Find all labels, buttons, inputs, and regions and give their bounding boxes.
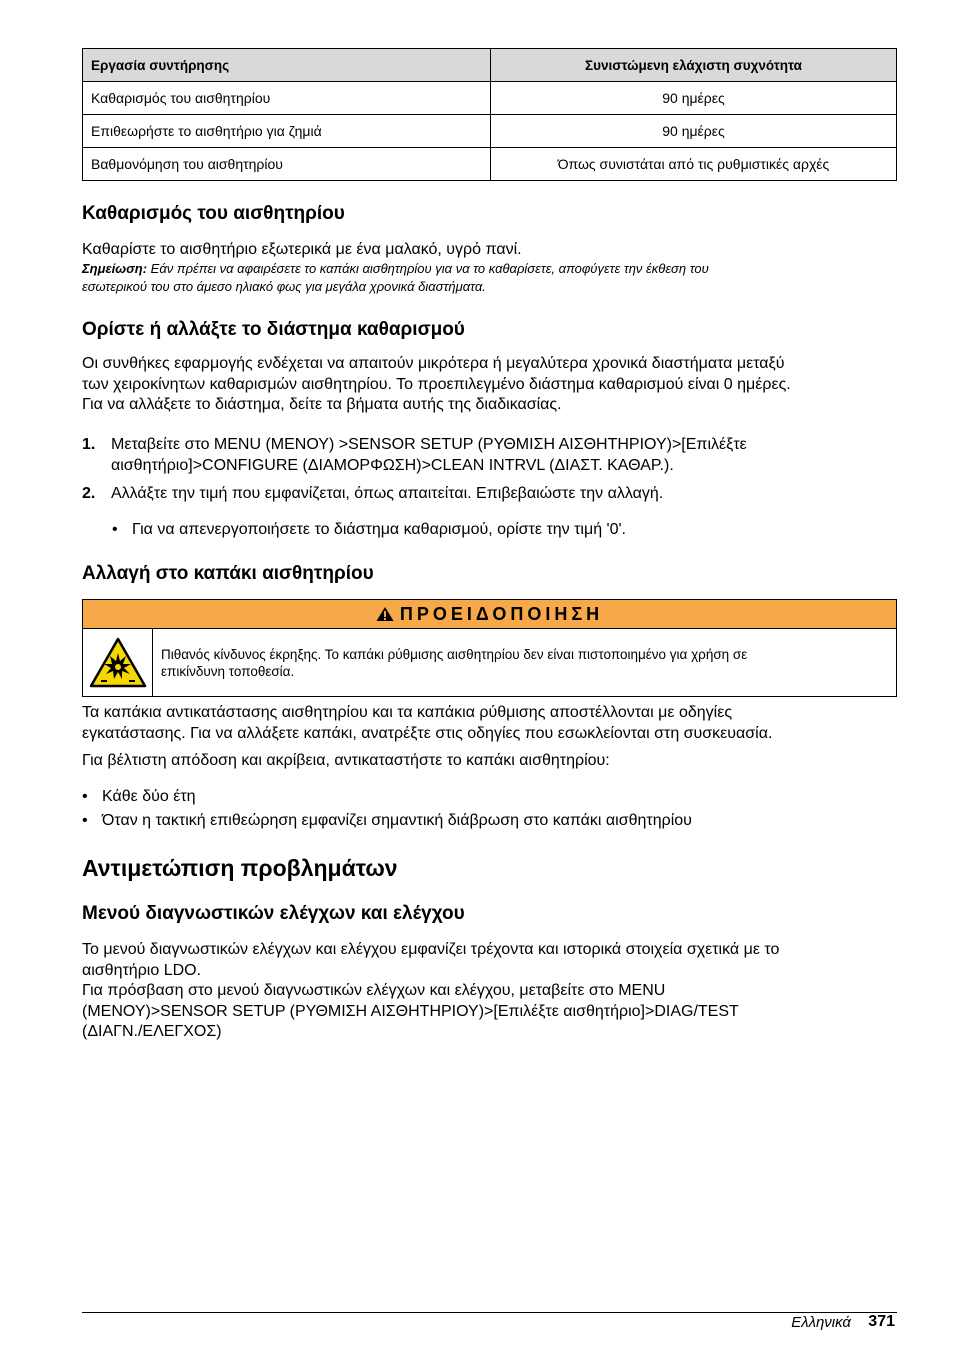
step-number: 2.: [82, 485, 96, 502]
section-heading-interval: Ορίστε ή αλλάξτε το διάστημα καθαρισμού: [82, 319, 465, 340]
step-1: [82, 435, 897, 476]
warning-box: [82, 599, 897, 697]
diagnostics-paragraph-line: Το μενού διαγνωστικών ελέγχων και ελέγχου εμφανίζει τρέχοντα και ιστορικά στοιχεία σχετικά με το: [82, 941, 780, 958]
diagnostics-paragraph-line: (ΔΙΑΓΝ./ΕΛΕΓΧΟΣ): [82, 1023, 222, 1040]
page-footer: [82, 1312, 897, 1331]
step-bullet: [112, 520, 897, 541]
section-heading-cap: Αλλαγή στο καπάκι αισθητηρίου: [82, 563, 374, 584]
warning-text-line: επικίνδυνη τοποθεσία.: [161, 664, 295, 679]
interval-paragraph: [82, 354, 897, 416]
warning-triangle-icon: [376, 606, 394, 622]
step-2: [82, 484, 897, 505]
list-item-text: Όταν η τακτική επιθεώρηση εμφανίζει σημαντική διάβρωση στο καπάκι αισθητηρίου: [102, 812, 692, 829]
step-number: 1.: [82, 436, 96, 453]
table-row: [83, 115, 897, 148]
table-row: [83, 148, 897, 181]
bullet-marker: •: [112, 521, 118, 538]
maintenance-table: [82, 48, 897, 181]
step-text-line: Μεταβείτε στο MENU (ΜΕΝΟΥ) >SENSOR SETUP (ΡΥΘΜΙΣΗ ΑΙΣΘΗΤΗΡΙΟΥ)>[Επιλέξτε: [111, 436, 747, 453]
bullet-marker: •: [82, 812, 88, 829]
step-text: Αλλάξτε την τιμή που εμφανίζεται, όπως απαιτείται. Επιβεβαιώστε την αλλαγή.: [111, 485, 664, 502]
diagnostics-paragraph-line: αισθητήριο LDO.: [82, 961, 202, 979]
interval-paragraph-line: Οι συνθήκες εφαρμογής ενδέχεται να απαιτούν μικρότερα ή μεγαλύτερα χρονικά διαστήματα μεταξύ: [82, 355, 785, 372]
table-row: [83, 82, 897, 115]
table-cell: 90 ημέρες: [491, 115, 897, 148]
section-heading-troubleshooting: Αντιμετώπιση προβλημάτων: [82, 855, 398, 881]
table-cell: 90 ημέρες: [491, 82, 897, 115]
warning-text: [153, 629, 755, 696]
cap-paragraph-2: Για βέλτιστη απόδοση και ακρίβεια, αντικαταστήστε το καπάκι αισθητηρίου:: [82, 752, 610, 769]
table-cell: Όπως συνιστάται από τις ρυθμιστικές αρχές: [491, 148, 897, 181]
table-cell: Βαθμονόμηση του αισθητηρίου: [83, 148, 491, 181]
step-text-line: αισθητήριο]>CONFIGURE (ΔΙΑΜΟΡΦΩΣΗ)>CLEAN INTRVL (ΔΙΑΣΤ. ΚΑΘΑΡ.).: [111, 456, 674, 474]
list-item: [82, 811, 897, 832]
bullet-marker: •: [82, 788, 88, 805]
interval-paragraph-line: των χειροκίνητων καθαρισμών αισθητηρίου. Το προεπιλεγμένο διάστημα καθαρισμού είναι 0 ημέρες.: [82, 375, 791, 393]
page-number: 371: [868, 1313, 895, 1330]
cap-paragraph-line: Τα καπάκια αντικατάστασης αισθητηρίου και τα καπάκια ρύθμισης αποστέλλονται με οδηγίες: [82, 704, 733, 721]
footer-language: Ελληνικά: [791, 1314, 851, 1331]
note-line-2: εσωτερικού του στο άμεσο ηλιακό φως για μεγάλα χρονικά διαστήματα.: [82, 279, 486, 294]
page-content: [82, 48, 897, 1040]
diagnostics-paragraph-line: (ΜΕΝΟΥ)>SENSOR SETUP (ΡΥΘΜΙΣΗ ΑΙΣΘΗΤΗΡΙΟΥ)>[Επιλέξτε αισθητήριο]>DIAG/TEST: [82, 1002, 739, 1020]
note-line-1: [82, 260, 897, 278]
table-header-row: [83, 49, 897, 82]
table-cell: Επιθεωρήστε το αισθητήριο για ζημιά: [83, 115, 491, 148]
interval-paragraph-line: Για να αλλάξετε το διάστημα, δείτε τα βήματα αυτής της διαδικασίας.: [82, 396, 562, 413]
diagnostics-paragraph: [82, 940, 897, 1043]
table-header-frequency: Συνιστώμενη ελάχιστη συχνότητα: [491, 49, 897, 82]
note-text: Εάν πρέπει να αφαιρέσετε το καπάκι αισθητηρίου για να το καθαρίσετε, αποφύγετε την έκθεση του: [147, 261, 709, 276]
table-header-task: Εργασία συντήρησης: [83, 49, 491, 82]
cap-paragraph-1: [82, 703, 897, 744]
note-label: Σημείωση:: [82, 261, 148, 276]
diagnostics-paragraph-line: Για πρόσβαση στο μενού διαγνωστικών ελέγχων και ελέγχου, μεταβείτε στο MENU: [82, 982, 666, 999]
warning-body: [83, 629, 896, 696]
section-heading-cleaning: Καθαρισμός του αισθητηρίου: [82, 203, 345, 224]
list-item: [82, 787, 897, 808]
warning-header: [83, 600, 896, 629]
list-item-text: Κάθε δύο έτη: [102, 788, 196, 805]
explosion-hazard-icon: [83, 629, 153, 696]
bullet-text: Για να απενεργοποιήσετε το διάστημα καθαρισμού, ορίστε την τιμή '0'.: [132, 521, 626, 538]
table-cell: Καθαρισμός του αισθητηρίου: [83, 82, 491, 115]
note: [82, 260, 897, 296]
section-heading-diagnostics: Μενού διαγνωστικών ελέγχων και ελέγχου: [82, 903, 465, 924]
cleaning-text: Καθαρίστε το αισθητήριο εξωτερικά με ένα μαλακό, υγρό πανί.: [82, 241, 522, 258]
cap-paragraph-line: εγκατάστασης. Για να αλλάξετε καπάκι, ανατρέξτε στις οδηγίες που εσωκλείονται στη συσκευασία.: [82, 724, 773, 742]
warning-title: ΠΡΟΕΙΔΟΠΟΙΗΣΗ: [399, 603, 604, 624]
warning-text-line: Πιθανός κίνδυνος έκρηξης. Το καπάκι ρύθμισης αισθητηρίου δεν είναι πιστοποιημένο για χρήση σε: [161, 647, 748, 662]
